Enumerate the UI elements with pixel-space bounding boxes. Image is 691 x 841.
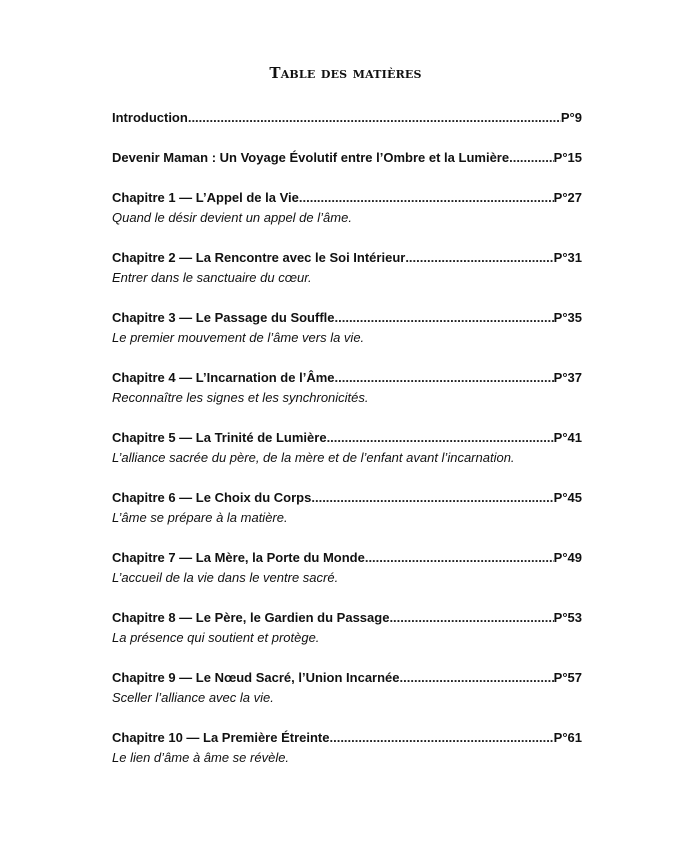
toc-entry [112,608,582,648]
toc-entry-subtitle: Sceller l’alliance avec la vie. [112,690,274,705]
toc-entry-subtitle: Entrer dans le sanctuaire du cœur. [112,270,312,285]
toc-entry-line [112,308,582,328]
dot-leader [329,728,553,748]
toc-entry-subtitle: L’alliance sacrée du père, de la mère et de l’enfant avant l’incarnation. [112,450,515,465]
toc-entry-title: Chapitre 2 — La Rencontre avec le Soi Intérieur [112,250,406,265]
toc-entry-line [112,668,582,688]
toc-entry-subtitle: L’accueil de la vie dans le ventre sacré. [112,570,339,585]
toc-entry-page: P°37 [553,370,582,385]
toc-entry-subtitle: Le lien d’âme à âme se révèle. [112,750,290,765]
table-of-contents [112,108,582,788]
dot-leader [299,188,554,208]
toc-entry-title: Chapitre 1 — L’Appel de la Vie [112,190,299,205]
toc-entry-page: P°45 [553,490,582,505]
toc-entry-subtitle: Le premier mouvement de l’âme vers la vie. [112,330,365,345]
dot-leader [389,608,553,628]
toc-entry-page: P°9 [560,110,582,125]
dot-leader [188,108,561,128]
toc-entry [112,108,582,128]
dot-leader [335,308,554,328]
dot-leader [509,148,554,168]
toc-entry [112,308,582,348]
toc-entry-title: Chapitre 5 — La Trinité de Lumière [112,430,327,445]
toc-entry [112,248,582,288]
toc-entry [112,188,582,228]
toc-entry [112,668,582,708]
toc-entry-title: Devenir Maman : Un Voyage Évolutif entre l’Ombre et la Lumière [112,150,510,165]
toc-entry-line [112,108,582,128]
toc-entry-line [112,148,582,168]
toc-entry-subtitle: Quand le désir devient un appel de l’âme. [112,210,352,225]
toc-entry-line [112,608,582,628]
dot-leader [400,668,554,688]
toc-entry-title: Introduction [112,110,188,125]
toc-entry-line [112,548,582,568]
toc-entry-title: Chapitre 9 — Le Nœud Sacré, l’Union Incarnée [112,670,400,685]
toc-entry-line [112,248,582,268]
page-title: Table des matières [269,64,422,82]
toc-entry-page: P°61 [553,730,582,745]
toc-entry-subtitle: Reconnaître les signes et les synchronicités. [112,390,369,405]
toc-entry-page: P°15 [553,150,582,165]
toc-entry-subtitle: La présence qui soutient et protège. [112,630,320,645]
toc-entry-line [112,488,582,508]
toc-entry-line [112,428,582,448]
toc-entry-title: Chapitre 3 — Le Passage du Souffle [112,310,335,325]
toc-entry [112,148,582,168]
toc-entry [112,488,582,528]
toc-entry-page: P°49 [553,550,582,565]
toc-entry-title: Chapitre 6 — Le Choix du Corps [112,490,312,505]
toc-entry-page: P°53 [553,610,582,625]
toc-entry [112,728,582,768]
dot-leader [405,248,553,268]
toc-entry-page: P°27 [553,190,582,205]
dot-leader [327,428,554,448]
dot-leader [335,368,554,388]
dot-leader [365,548,554,568]
toc-entry-title: Chapitre 7 — La Mère, la Porte du Monde [112,550,365,565]
toc-entry-line [112,368,582,388]
toc-entry [112,548,582,588]
toc-entry-page: P°41 [553,430,582,445]
toc-entry [112,428,582,468]
toc-entry-page: P°31 [553,250,582,265]
toc-entry-page: P°35 [553,310,582,325]
toc-entry [112,368,582,408]
toc-entry-line [112,728,582,748]
toc-entry-subtitle: L’âme se prépare à la matière. [112,510,288,525]
toc-entry-page: P°57 [553,670,582,685]
dot-leader [311,488,553,508]
toc-entry-title: Chapitre 4 — L’Incarnation de l’Âme [112,370,335,385]
toc-entry-line [112,188,582,208]
toc-entry-title: Chapitre 8 — Le Père, le Gardien du Passage [112,610,390,625]
toc-entry-title: Chapitre 10 — La Première Étreinte [112,730,330,745]
